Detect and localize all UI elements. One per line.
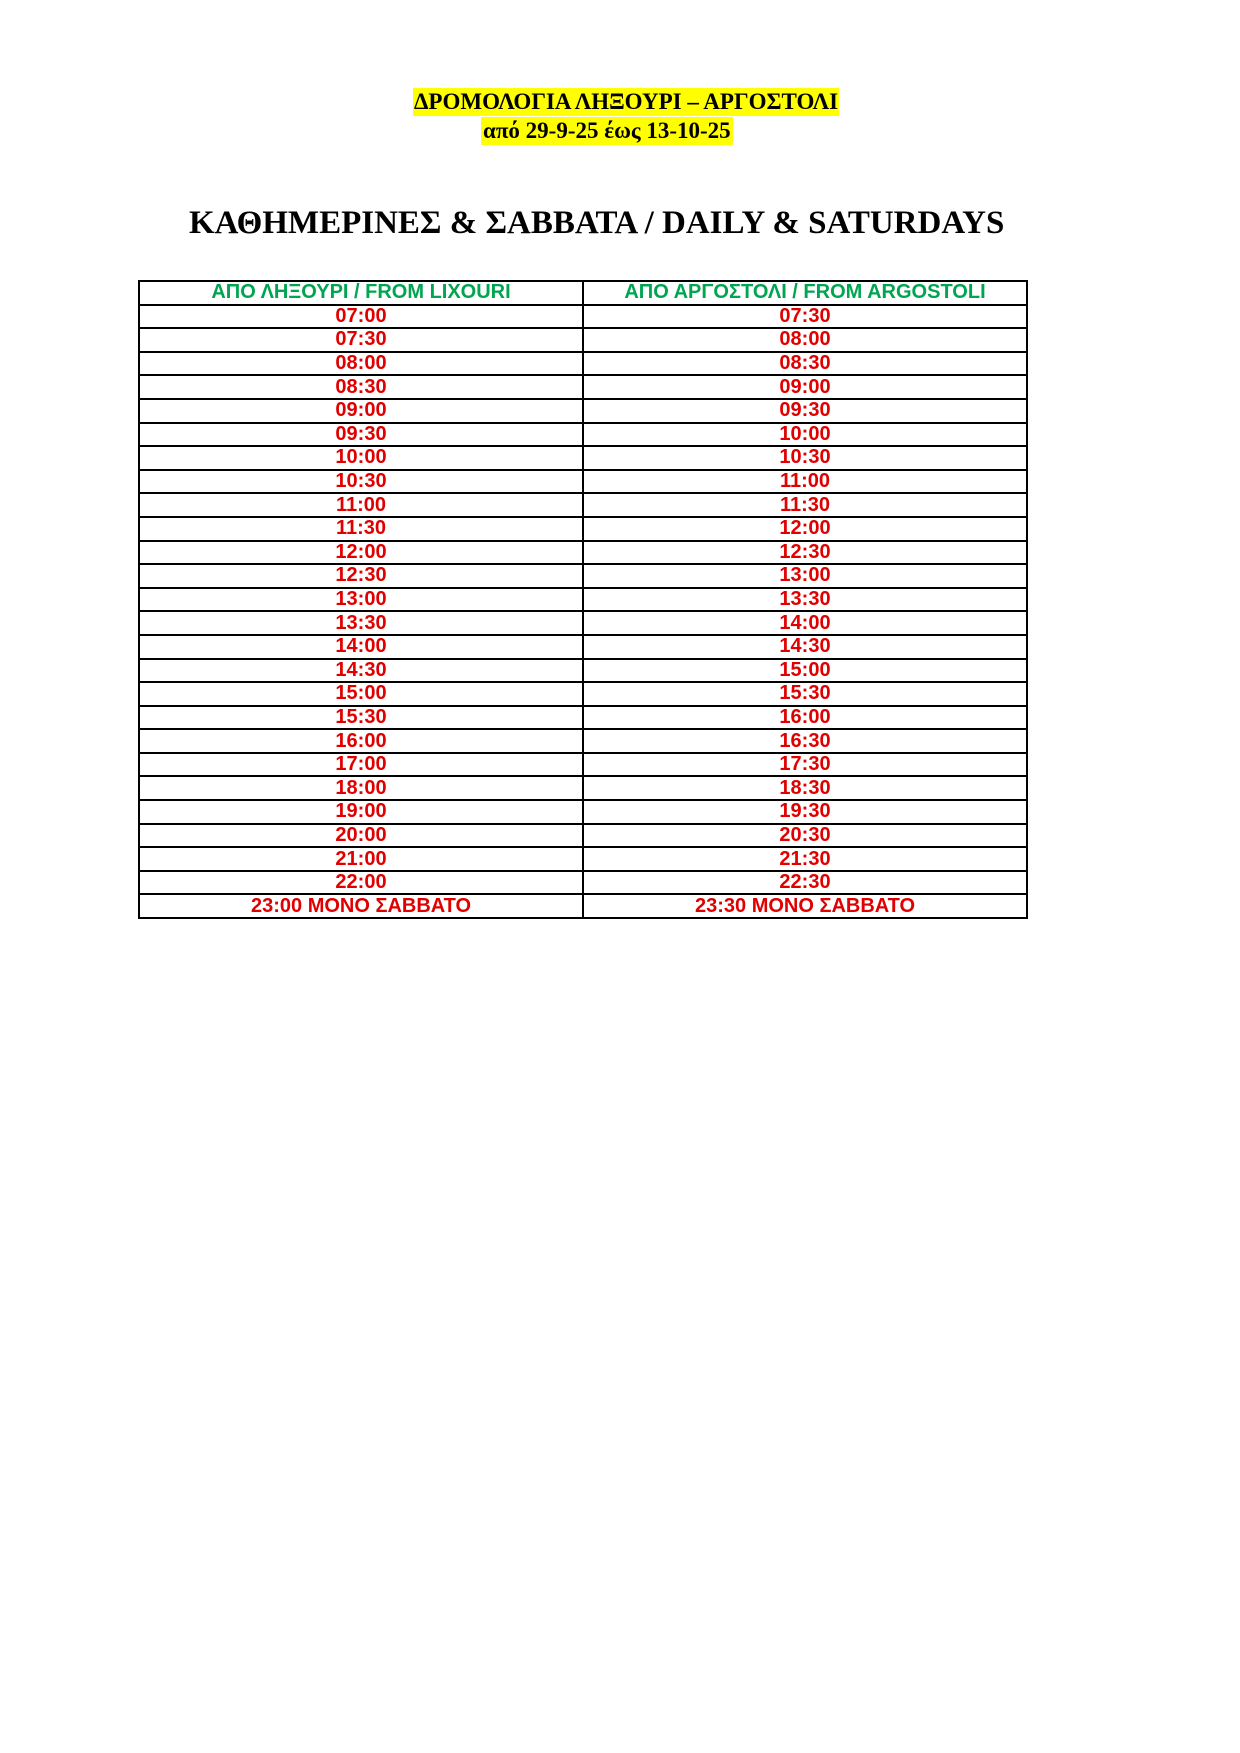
departure-from-lixouri: 08:30 [139,375,583,399]
departure-from-lixouri: 13:30 [139,611,583,635]
departure-from-argostoli: 15:30 [583,682,1027,706]
departure-from-lixouri: 16:00 [139,729,583,753]
schedule-title: ΔΡΟΜΟΛΟΓΙΑ ΛΗΞΟΥΡΙ – ΑΡΓΟΣΤΟΛΙ [414,89,839,114]
table-row [139,894,1027,918]
departure-from-lixouri: 19:00 [139,800,583,824]
departure-from-lixouri: 21:00 [139,847,583,871]
departure-from-argostoli: 17:30 [583,753,1027,777]
departure-from-lixouri: 14:30 [139,659,583,683]
departure-from-argostoli: 09:00 [583,375,1027,399]
table-row [139,399,1027,423]
departure-from-lixouri: 17:00 [139,753,583,777]
departure-from-lixouri: 22:00 [139,871,583,895]
departure-from-argostoli: 10:30 [583,446,1027,470]
timetable-header-row [139,281,1027,305]
table-row [139,352,1027,376]
departure-from-lixouri: 23:00 ΜΟΝΟ ΣΑΒΒΑΤΟ [139,894,583,918]
departure-from-argostoli: 15:00 [583,659,1027,683]
departure-from-lixouri: 08:00 [139,352,583,376]
departure-from-argostoli: 07:30 [583,305,1027,329]
table-row [139,729,1027,753]
table-row [139,446,1027,470]
departure-from-argostoli: 19:30 [583,800,1027,824]
departure-from-argostoli: 14:00 [583,611,1027,635]
date-range: από 29-9-25 έως 13-10-25 [483,118,731,143]
table-row [139,564,1027,588]
table-row [139,659,1027,683]
table-row [139,706,1027,730]
departure-from-lixouri: 12:00 [139,541,583,565]
section-title: ΚΑΘΗΜΕΡΙΝΕΣ & ΣΑΒΒΑΤΑ / DAILY & SATURDAYS [189,205,1005,241]
timetable-body [139,305,1027,918]
departure-from-argostoli: 12:30 [583,541,1027,565]
table-row [139,871,1027,895]
departure-from-lixouri: 20:00 [139,824,583,848]
departure-from-lixouri: 07:30 [139,328,583,352]
table-row [139,776,1027,800]
departure-from-lixouri: 18:00 [139,776,583,800]
table-row [139,753,1027,777]
departure-from-lixouri: 10:30 [139,470,583,494]
departure-from-lixouri: 09:30 [139,423,583,447]
departure-from-argostoli: 11:00 [583,470,1027,494]
table-row [139,305,1027,329]
departure-from-argostoli: 09:30 [583,399,1027,423]
column-header-from-lixouri: ΑΠΟ ΛΗΞΟΥΡΙ / FROM LIXOURI [139,281,583,305]
table-row [139,541,1027,565]
table-row [139,824,1027,848]
departure-from-lixouri: 15:00 [139,682,583,706]
departure-from-lixouri: 11:00 [139,493,583,517]
departure-from-argostoli: 22:30 [583,871,1027,895]
departure-from-argostoli: 12:00 [583,517,1027,541]
table-row [139,423,1027,447]
departure-from-lixouri: 15:30 [139,706,583,730]
departure-from-argostoli: 16:00 [583,706,1027,730]
table-row [139,588,1027,612]
timetable [138,280,1028,919]
departure-from-lixouri: 14:00 [139,635,583,659]
departure-from-argostoli: 23:30 ΜΟΝΟ ΣΑΒΒΑΤΟ [583,894,1027,918]
departure-from-lixouri: 09:00 [139,399,583,423]
table-row [139,611,1027,635]
table-row [139,493,1027,517]
departure-from-lixouri: 12:30 [139,564,583,588]
departure-from-argostoli: 21:30 [583,847,1027,871]
column-header-from-argostoli: ΑΠΟ ΑΡΓΟΣΤΟΛΙ / FROM ARGOSTOLI [583,281,1027,305]
departure-from-argostoli: 18:30 [583,776,1027,800]
departure-from-argostoli: 14:30 [583,635,1027,659]
table-row [139,800,1027,824]
departure-from-argostoli: 10:00 [583,423,1027,447]
departure-from-argostoli: 13:00 [583,564,1027,588]
table-row [139,328,1027,352]
table-row [139,635,1027,659]
table-row [139,682,1027,706]
departure-from-argostoli: 11:30 [583,493,1027,517]
departure-from-argostoli: 08:00 [583,328,1027,352]
departure-from-argostoli: 16:30 [583,729,1027,753]
departure-from-argostoli: 20:30 [583,824,1027,848]
departure-from-lixouri: 10:00 [139,446,583,470]
departure-from-argostoli: 08:30 [583,352,1027,376]
departure-from-lixouri: 07:00 [139,305,583,329]
table-row [139,847,1027,871]
table-row [139,470,1027,494]
departure-from-argostoli: 13:30 [583,588,1027,612]
departure-from-lixouri: 11:30 [139,517,583,541]
departure-from-lixouri: 13:00 [139,588,583,612]
table-row [139,375,1027,399]
table-row [139,517,1027,541]
